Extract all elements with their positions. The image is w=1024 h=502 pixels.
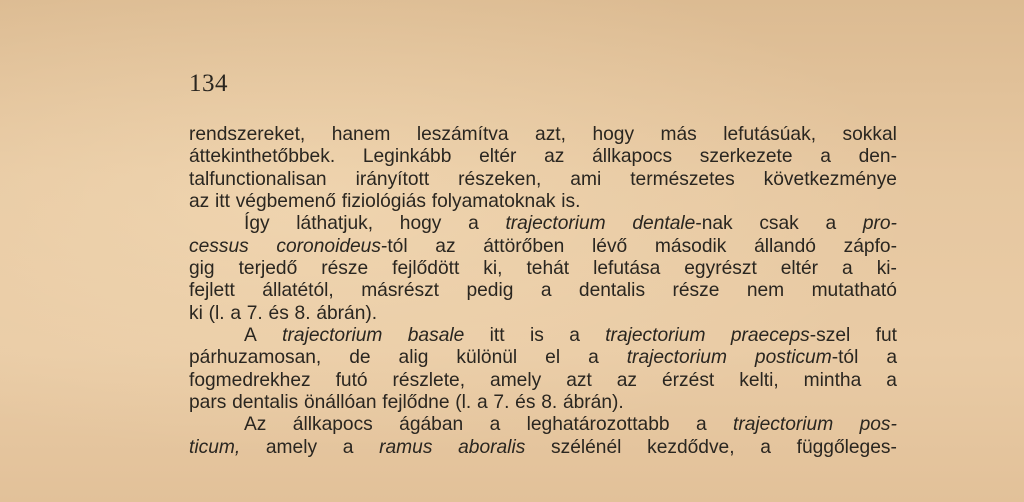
word-text: a (820, 146, 831, 168)
word (316, 303, 377, 325)
word (696, 414, 707, 436)
page-number: 134 (189, 70, 228, 97)
word (189, 236, 249, 258)
word-text: 8. (541, 392, 558, 414)
word-text: Így (244, 213, 270, 235)
word-text: lévő (592, 235, 628, 257)
word (239, 258, 298, 280)
word (479, 146, 516, 168)
word-text: ábrán). (562, 392, 624, 414)
word-text: végbemenő (235, 191, 336, 213)
word (593, 258, 660, 280)
word (747, 280, 784, 302)
word-text: a (569, 325, 580, 347)
word (382, 392, 449, 414)
word (569, 325, 580, 347)
word-text: különül (456, 347, 518, 369)
word (408, 325, 465, 347)
word (189, 169, 327, 191)
word-text: része (672, 280, 720, 302)
word (400, 213, 442, 235)
word (266, 437, 317, 459)
text-line (189, 169, 897, 191)
word-text: terjedő (238, 258, 298, 280)
word (570, 169, 601, 191)
word-text: ramus (379, 436, 433, 458)
word (764, 169, 897, 191)
word (825, 213, 836, 235)
word-text: lefutása (593, 258, 661, 280)
word (661, 124, 697, 146)
word (356, 169, 430, 191)
word (490, 414, 501, 436)
word-text: ki, (483, 258, 503, 280)
word-text: ki (189, 302, 203, 324)
word-text: ticum, (189, 436, 241, 458)
word (684, 258, 757, 280)
word (797, 437, 897, 459)
word (189, 437, 240, 459)
word (189, 347, 321, 369)
word-text: coronoideus (276, 235, 381, 257)
word (293, 414, 373, 436)
word-suffix: -szel (809, 325, 851, 347)
word-text: alig (398, 347, 429, 369)
word (843, 124, 897, 146)
word-text: más (660, 124, 697, 145)
word (535, 124, 566, 146)
word (655, 236, 726, 258)
word (458, 437, 525, 459)
word-text: része (321, 258, 369, 280)
word-text: 7. (246, 302, 263, 324)
word-text: gig (189, 258, 215, 280)
word (541, 280, 552, 302)
word-text: csak (759, 213, 799, 235)
word-text: sokkal (842, 124, 897, 145)
word-text: talfunctionalisan (189, 168, 327, 190)
word-text: a (886, 369, 897, 391)
word-text: párhuzamosan, (189, 347, 322, 369)
word (209, 303, 225, 325)
word (632, 213, 732, 235)
word-text: mintha (803, 369, 862, 391)
word-text: a (230, 302, 242, 324)
word (733, 414, 833, 436)
word (455, 392, 471, 414)
word-text: állkapocs (592, 146, 673, 168)
word-text: dentalis (232, 392, 299, 414)
word-text: ágában (399, 414, 464, 436)
word (527, 414, 670, 436)
word (269, 303, 289, 325)
word (189, 303, 203, 325)
word-text: természetes (630, 168, 735, 190)
word-text: itt (215, 191, 230, 213)
word (804, 370, 862, 392)
word (262, 280, 333, 302)
word (349, 347, 370, 369)
word (236, 191, 336, 213)
word-text: az (544, 146, 565, 168)
word-text: kelti, (739, 369, 779, 391)
word (820, 146, 831, 168)
word (189, 258, 215, 280)
word (304, 392, 377, 414)
word (812, 280, 897, 302)
word-text: A (244, 325, 257, 347)
word (477, 392, 488, 414)
word (244, 213, 270, 235)
word (321, 258, 368, 280)
text-line (189, 303, 897, 325)
word-suffix: -nak (695, 213, 733, 235)
word (759, 213, 798, 235)
word-text: hogy (592, 124, 635, 145)
word (336, 370, 368, 392)
word (781, 258, 818, 280)
word-text: függőleges- (796, 436, 897, 458)
word-text: amely (265, 436, 318, 458)
word-text: fut (875, 325, 897, 347)
word-text: den- (858, 146, 897, 168)
word-text: dentalis (578, 280, 646, 302)
word-text: trajectorium (282, 325, 383, 347)
word (458, 169, 541, 191)
word (399, 347, 429, 369)
word-text: hanem (331, 124, 391, 145)
word (754, 236, 816, 258)
word-text: de (349, 347, 371, 369)
word-text: pedig (466, 280, 514, 302)
word (296, 213, 373, 235)
word-text: is. (561, 191, 581, 213)
word-text: trajectorium (505, 213, 606, 235)
word-text: hogy (399, 213, 442, 235)
word (189, 124, 305, 146)
word-text: Az (244, 414, 267, 436)
word-text: állandó (754, 235, 816, 257)
word-text: tehát (526, 258, 570, 280)
word (876, 325, 897, 347)
word-text: és (515, 392, 536, 414)
word (886, 370, 897, 392)
word (627, 347, 727, 369)
word (215, 191, 230, 213)
text-line (189, 347, 897, 369)
word (276, 236, 407, 258)
word-text: önállóan (303, 392, 377, 414)
word-text: egyrészt (684, 258, 757, 280)
word-text: 8. (294, 302, 311, 324)
word (886, 347, 897, 369)
word-text: (l. (455, 392, 472, 414)
word-text: áttörőben (483, 235, 565, 257)
word (605, 325, 705, 347)
word-text: trajectorium (605, 325, 706, 347)
word-text: pro- (862, 213, 897, 235)
word-text: a (476, 392, 488, 414)
word-text: következménye (763, 168, 897, 190)
word-text: kezdődve, (647, 436, 735, 458)
word-text: fejlett (189, 280, 235, 302)
word-text: a (468, 213, 479, 235)
word (493, 392, 509, 414)
word-text: szerkezete (699, 146, 793, 168)
word-text: részlete, (392, 369, 466, 391)
word-text: részeken, (458, 168, 542, 190)
word (189, 392, 226, 414)
word-text: zápfo- (843, 235, 897, 257)
word (490, 325, 505, 347)
word-text: mutatható (811, 280, 897, 302)
word (662, 370, 714, 392)
word-text: pars (189, 392, 227, 414)
word-text: ki- (876, 258, 897, 280)
word (244, 325, 257, 347)
word-text: basale (407, 325, 465, 347)
word (731, 325, 850, 347)
word (844, 236, 897, 258)
text-line (189, 280, 897, 302)
text-line (189, 191, 897, 213)
text-line (189, 236, 897, 258)
word-text: láthatjuk, (296, 213, 374, 235)
word-text: a (489, 414, 501, 436)
word-text: trajectorium (732, 414, 834, 436)
word (592, 146, 672, 168)
word-text: cessus (189, 235, 249, 257)
word (592, 124, 634, 146)
word-text: futó (335, 369, 368, 391)
word (723, 124, 816, 146)
word (230, 303, 241, 325)
word-text: a (842, 258, 853, 280)
word (490, 370, 541, 392)
word-text: ami (570, 168, 602, 190)
word-text: állatétól, (262, 280, 334, 302)
word-text: szélénél (551, 436, 622, 458)
word (859, 146, 897, 168)
word-text: az (616, 369, 638, 391)
word-text: irányított (355, 168, 430, 190)
word (435, 236, 455, 258)
word (545, 347, 560, 369)
word-text: is (529, 325, 544, 347)
word (877, 258, 897, 280)
word (342, 191, 426, 213)
word (561, 191, 580, 213)
word (617, 370, 637, 392)
word-text: második (654, 235, 727, 257)
word-text: és (268, 302, 289, 324)
word (399, 414, 463, 436)
word (189, 146, 335, 168)
body-text (189, 124, 897, 459)
word (343, 437, 354, 459)
word (551, 437, 621, 459)
word-text: lefutásúak, (723, 124, 817, 145)
word (588, 347, 599, 369)
word (466, 280, 513, 302)
word (483, 258, 502, 280)
word-text: azt (566, 369, 592, 391)
word (295, 303, 311, 325)
word-text: másrészt (361, 280, 440, 302)
text-line (189, 124, 897, 146)
word (189, 191, 209, 213)
word-text: a (588, 347, 599, 369)
word (842, 258, 853, 280)
word-text: Leginkább (362, 146, 452, 168)
word (760, 437, 771, 459)
word (483, 236, 564, 258)
word-text: aboralis (458, 436, 526, 458)
word (739, 370, 778, 392)
word (189, 370, 311, 392)
word-text: fejlődne (382, 392, 450, 414)
text-line (189, 258, 897, 280)
word-text: érzést (662, 369, 715, 391)
word-text: leszámítva (416, 124, 509, 145)
word (630, 169, 735, 191)
word (244, 414, 266, 436)
word-text: a (760, 436, 771, 458)
word (361, 280, 439, 302)
text-line (189, 437, 897, 459)
word-text: áttekinthetőbbek. (189, 146, 336, 168)
word-text: azt, (535, 124, 566, 145)
word-text: amely (490, 369, 542, 391)
word (544, 146, 564, 168)
word (432, 191, 556, 213)
word (530, 325, 544, 347)
word (700, 146, 793, 168)
word-text: el (545, 347, 561, 369)
word (541, 392, 557, 414)
word (232, 392, 298, 414)
word (592, 236, 627, 258)
word (468, 213, 479, 235)
word-text: rendszereket, (189, 124, 306, 145)
word-text: leghatározottabb (526, 414, 670, 436)
word (189, 280, 235, 302)
word (282, 325, 382, 347)
word-text: fejlődött (392, 258, 460, 280)
word (417, 124, 509, 146)
word-text: a (695, 414, 707, 436)
word (393, 370, 466, 392)
word (860, 414, 897, 436)
word-text: dentale (632, 213, 696, 235)
word-text: eltér (479, 146, 517, 168)
word-text: pos- (859, 414, 897, 436)
word (579, 280, 645, 302)
word-text: (l. (208, 302, 225, 324)
word-text: ábrán). (316, 302, 378, 324)
word (332, 124, 391, 146)
word (563, 392, 624, 414)
word-text: a (825, 213, 837, 235)
word (672, 280, 719, 302)
word (363, 146, 452, 168)
word-text: nem (746, 280, 785, 302)
word-text: posticum (754, 347, 832, 369)
word-text: folyamatoknak (431, 191, 556, 213)
word (456, 347, 517, 369)
word-text: eltér (780, 258, 819, 280)
word (392, 258, 459, 280)
word (647, 437, 734, 459)
word-suffix: -tól (831, 347, 859, 369)
word-text: itt (489, 325, 505, 347)
word-text: praeceps (730, 325, 810, 347)
word-text: fiziológiás (341, 191, 426, 213)
word-text: a (540, 280, 552, 302)
word (505, 213, 605, 235)
text-line (189, 370, 897, 392)
word (515, 392, 535, 414)
word (247, 303, 263, 325)
word-text: állkapocs (292, 414, 373, 436)
text-line (189, 414, 897, 436)
word-text: a (342, 436, 354, 458)
word-text: az (435, 235, 456, 257)
word (863, 213, 897, 235)
word-suffix: -tól (380, 235, 408, 257)
word (379, 437, 432, 459)
word-text: trajectorium (626, 347, 727, 369)
text-line (189, 146, 897, 168)
word-text: 7. (493, 392, 510, 414)
word-text: az (189, 191, 210, 213)
word-text: fogmedrekhez (189, 369, 311, 391)
text-line (189, 213, 897, 235)
word (755, 347, 858, 369)
text-line (189, 325, 897, 347)
word-text: a (886, 347, 897, 369)
word (526, 258, 569, 280)
text-line (189, 392, 897, 414)
word (566, 370, 592, 392)
